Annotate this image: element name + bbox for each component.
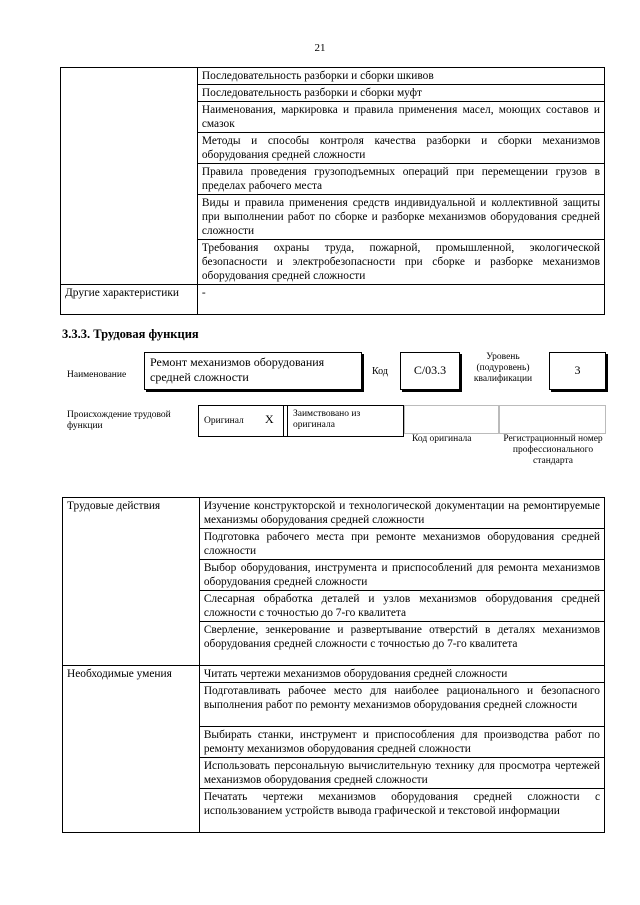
table-cell: Выбор оборудования, инструмента и приспособлений для ремонта механизмов оборудования средней сложности [199,560,604,591]
table-cell: Подготавливать рабочее место для наиболее рационального и безопасного выполнения работ по ремонту механизмов оборудования средней сложности [199,683,604,727]
table-cell: Требования охраны труда, пожарной, промышленной, экологической безопасности и электробезопасности при сборке и разборке механизмов оборудования средней сложности [197,240,604,285]
borrowed-box [287,405,404,437]
reg-number-box [499,405,606,434]
level-label: Уровень (подуровень) квалификации [473,352,533,384]
empty-label-cell [61,68,198,285]
divider [283,406,284,436]
function-code-box [400,352,460,390]
labor-actions-label: Трудовые действия [63,498,200,666]
name-label: Наименование [67,370,127,380]
reg-number-caption: Регистрационный номер профессионального стандарта [503,434,603,466]
table-row [63,666,605,683]
table-cell: Последовательность разборки и сборки муфт [197,85,604,102]
table-cell: Правила проведения грузоподъемных операций при перемещении грузов в пределах рабочего места [197,164,604,195]
table-cell: Последовательность разборки и сборки шкивов [197,68,604,85]
table-row [61,68,605,85]
level-value: 3 [574,363,581,377]
required-skills-label: Необходимые умения [63,666,200,833]
table-cell: Наименования, маркировка и правила применения масел, моющих составов и смазок [197,102,604,133]
table-cell: Читать чертежи механизмов оборудования средней сложности [199,666,604,683]
table-cell: Печатать чертежи механизмов оборудования средней сложности с использованием устройств вывода графической и текстовой информации [199,789,604,833]
table-cell: Методы и способы контроля качества разборки и сборки механизмов оборудования средней сложности [197,133,604,164]
other-characteristics-label: Другие характеристики [61,285,198,315]
table-cell: Подготовка рабочего места при ремонте механизмов оборудования средней сложности [199,529,604,560]
origin-label: Происхождение трудовой функции [67,410,171,431]
section-heading: 3.3.3. Трудовая функция [62,327,199,341]
original-label: Оригинал [204,416,244,426]
function-code-value: С/03.3 [413,363,447,377]
original-box [198,405,288,437]
table-cell: Выбирать станки, инструмент и приспособления для производства работ по ремонту механизмов оборудования средней сложности [199,727,604,758]
code-label: Код [372,366,388,377]
borrowed-label: Заимствовано из оригинала [293,409,361,430]
page-number: 21 [314,42,326,54]
other-characteristics-value: - [197,285,604,315]
table-cell: Изучение конструкторской и технологической документации на ремонтируемые механизмы оборудования средней сложности [199,498,604,529]
table-cell: Использовать персональную вычислительную технику для просмотра чертежей механизмов оборудования средней сложности [199,758,604,789]
original-mark: X [265,412,274,426]
actions-skills-table [62,497,605,833]
table-row [63,498,605,529]
function-name-value: Ремонт механизмов оборудования средней сложности [150,355,325,384]
original-code-box [404,405,499,434]
knowledge-table [60,67,605,315]
original-code-caption: Код оригинала [412,434,472,444]
level-box [549,352,606,390]
function-name-box [144,352,362,390]
table-cell: Слесарная обработка деталей и узлов механизмов оборудования средней сложности с точностью до 7-го квалитета [199,591,604,622]
table-cell: Виды и правила применения средств индивидуальной и коллективной защиты при выполнении работ по сборке и разборке механизмов оборудования средней сложности [197,195,604,240]
table-cell: Сверление, зенкерование и развертывание отверстий в деталях механизмов оборудования средней сложности с точностью до 7-го квалитета [199,622,604,666]
table-row [61,285,605,315]
